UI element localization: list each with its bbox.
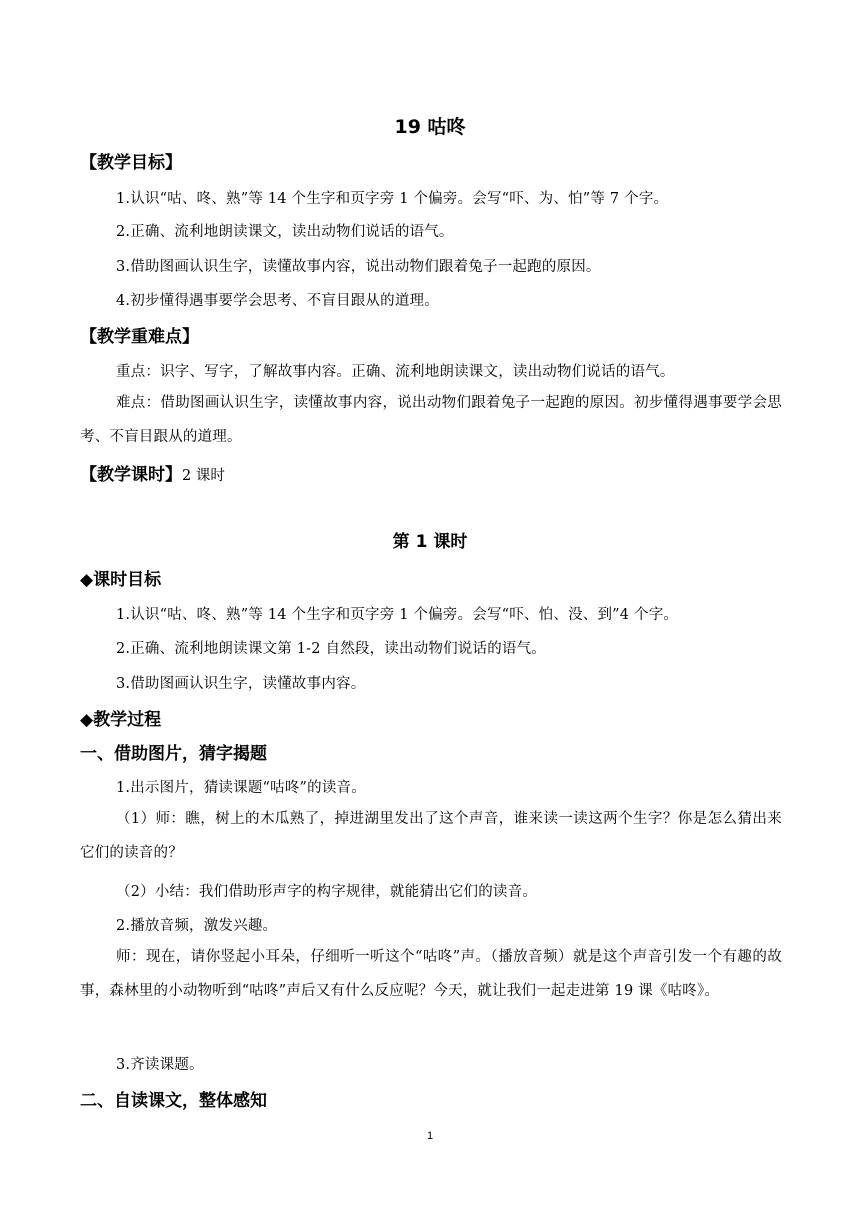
goal-item: 1.认识“咕、咚、熟”等 14 个生字和页字旁 1 个偏旁。会写“吓、怕、没、到”4 个字。: [116, 607, 679, 623]
section1-heading: 一、借助图片，猜字揭题: [80, 744, 267, 764]
focus-text: 重点：识字、写字，了解故事内容。正确、流利地朗读课文，读出动物们说话的语气。: [116, 364, 675, 380]
step-1: 1.出示图片，猜读课题“咕咚”的读音。: [116, 780, 366, 796]
lesson-title: 19 咕咚: [394, 116, 466, 138]
periods-label: 【教学课时】: [80, 465, 182, 485]
step-2: 2.播放音频，激发兴趣。: [116, 918, 278, 934]
objective-item: 4.初步懂得遇事要学会思考、不盲目跟从的道理。: [116, 293, 439, 309]
sub-step-2: （2）小结：我们借助形声字的构字规律，就能猜出它们的读音。: [116, 884, 538, 900]
objective-item: 2.正确、流利地朗读课文，读出动物们说话的语气。: [116, 224, 454, 240]
section2-heading: 二、自读课文，整体感知: [80, 1091, 267, 1111]
periods-heading: [80, 460, 225, 485]
goal-item: 3.借助图画认识生字，读懂故事内容。: [116, 676, 366, 692]
objective-item: 1.认识“咕、咚、熟”等 14 个生字和页字旁 1 个偏旁。会写“吓、为、怕”等 7 个字。: [116, 191, 669, 207]
goal-item: 2.正确、流利地朗读课文第 1-2 自然段，读出动物们说话的语气。: [116, 641, 547, 657]
sub-step-1: （1）师：瞧，树上的木瓜熟了，掉进湖里发出了这个声音，谁来读一读这两个生字？你是怎么猜出来它们的读音的？: [80, 811, 782, 861]
periods-value: 2 课时: [182, 468, 225, 484]
objective-item: 3.借助图画认识生字，读懂故事内容，说出动物们跟着兔子一起跑的原因。: [116, 259, 601, 275]
step-3: 3.齐读课题。: [116, 1057, 204, 1073]
objectives-heading: 【教学目标】: [80, 153, 182, 173]
key-points-heading: 【教学重难点】: [80, 327, 199, 347]
goals-heading: ◆课时目标: [80, 570, 162, 590]
difficulty-text: 难点：借助图画认识生字，读懂故事内容，说出动物们跟着兔子一起跑的原因。初步懂得遇事要学会思考、不盲目跟从的道理。: [80, 395, 782, 445]
period-title: 第 1 课时: [392, 532, 468, 552]
process-heading: ◆教学过程: [80, 710, 162, 730]
teacher-script: 师：现在，请你竖起小耳朵，仔细听一听这个“咕咚”声。（播放音频）就是这个声音引发一个有趣的故事，森林里的小动物听到“咕咚”声后又有什么反应呢？今天，就让我们一起走进第 19 课《咕咚》。: [80, 949, 782, 999]
page-number: 1: [426, 1130, 434, 1142]
